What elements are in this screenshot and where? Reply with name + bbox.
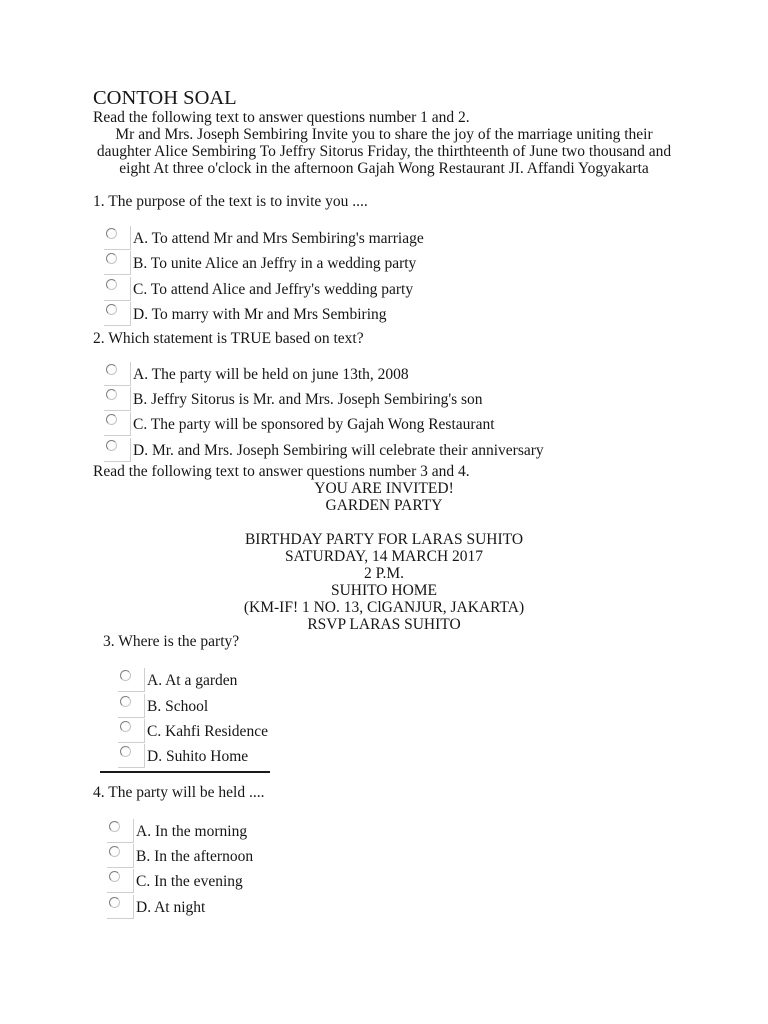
question-1-text: 1. The purpose of the text is to invite you .... [93, 193, 368, 210]
option-label: C. To attend Alice and Jeffry's wedding party [133, 280, 414, 298]
radio-cell [118, 744, 145, 768]
radio-button-icon[interactable] [106, 279, 117, 290]
q4-option-b [107, 844, 675, 869]
radio-cell [104, 387, 131, 411]
question-2-text: 2. Which statement is TRUE based on text? [93, 329, 364, 347]
q2-option-a [104, 362, 675, 387]
q2-option-b [104, 387, 675, 412]
option-label: B. Jeffry Sitorus is Mr. and Mrs. Joseph Sembiring's son [133, 390, 483, 408]
instruction-questions-3-4: Read the following text to answer questions number 3 and 4. [93, 463, 470, 481]
radio-button-icon[interactable] [109, 871, 120, 882]
invitation-passage-1 [93, 126, 675, 177]
option-label: B. School [147, 697, 209, 715]
radio-button-icon[interactable] [106, 414, 117, 425]
invitation-line: GARDEN PARTY [325, 497, 443, 515]
q4-option-a [107, 819, 675, 844]
question-4-text: 4. The party will be held .... [93, 783, 265, 801]
q3-option-d [118, 744, 675, 769]
option-label: D. Suhito Home [147, 748, 249, 766]
option-label: D. Mr. and Mrs. Joseph Sembiring will celebrate their anniversary [133, 441, 544, 459]
radio-cell [118, 719, 145, 743]
radio-button-icon[interactable] [106, 253, 117, 264]
option-label: A. In the morning [136, 822, 248, 840]
question-3-text: 3. Where is the party? [103, 633, 240, 651]
q2-option-c [104, 412, 675, 437]
passage-line: eight At three o'clock in the afternoon Gajah Wong Restaurant JI. Affandi Yogyakarta [119, 160, 649, 177]
option-label: A. The party will be held on june 13th, 2008 [133, 365, 409, 383]
invitation-line: BIRTHDAY PARTY FOR LARAS SUHITO [244, 531, 524, 549]
invitation-line: YOU ARE INVITED! [314, 480, 454, 498]
q1-option-d [104, 302, 675, 327]
answer-underline [100, 771, 270, 773]
invitation-blank-line [93, 514, 675, 531]
invitation-passage-2 [93, 480, 675, 633]
invitation-line: (KM-IF! 1 NO. 13, ClGANJUR, JAKARTA) [243, 599, 525, 617]
option-label: A. At a garden [147, 672, 238, 690]
radio-cell [104, 302, 131, 326]
q3-option-c [118, 719, 675, 744]
radio-button-icon[interactable] [106, 364, 117, 375]
radio-cell [104, 412, 131, 436]
radio-button-icon[interactable] [106, 304, 117, 315]
radio-button-icon[interactable] [120, 746, 131, 757]
radio-button-icon[interactable] [120, 670, 131, 681]
option-label: B. In the afternoon [136, 848, 254, 866]
question-4-options [107, 819, 675, 921]
option-label: D. To marry with Mr and Mrs Sembiring [133, 306, 387, 324]
passage-line: daughter Alice Sembiring To Jeffry Sitorus Friday, the thirthteenth of June two thousand and [96, 143, 672, 160]
radio-button-icon[interactable] [120, 721, 131, 732]
radio-cell [107, 895, 134, 919]
option-label: C. The party will be sponsored by Gajah Wong Restaurant [133, 416, 495, 434]
invitation-line: SATURDAY, 14 MARCH 2017 [284, 548, 484, 566]
option-label: A. To attend Mr and Mrs Sembiring's marriage [133, 230, 424, 247]
q4-option-c [107, 869, 675, 894]
radio-cell [118, 668, 145, 692]
invitation-line: RSVP LARAS SUHITO [307, 616, 461, 634]
question-1-options [104, 226, 675, 328]
radio-button-icon[interactable] [109, 846, 120, 857]
q1-option-c [104, 277, 675, 302]
radio-button-icon[interactable] [120, 696, 131, 707]
document-content [93, 87, 675, 920]
radio-cell [104, 277, 131, 301]
radio-cell [104, 251, 131, 275]
q3-option-b [118, 694, 675, 719]
option-label: C. In the evening [136, 873, 243, 891]
instruction-questions-1-2: Read the following text to answer questions number 1 and 2. [93, 109, 470, 126]
question-2-options [104, 362, 675, 464]
radio-cell [107, 844, 134, 868]
radio-button-icon[interactable] [106, 228, 117, 239]
radio-cell [107, 819, 134, 843]
radio-button-icon[interactable] [109, 821, 120, 832]
q2-option-d [104, 438, 675, 463]
radio-button-icon[interactable] [106, 389, 117, 400]
q4-option-d [107, 895, 675, 920]
radio-cell [104, 226, 131, 250]
q1-option-a [104, 226, 675, 251]
question-3-options [118, 668, 675, 770]
invitation-line: SUHITO HOME [330, 582, 438, 600]
option-label: D. At night [136, 898, 206, 916]
radio-cell [104, 438, 131, 462]
q3-option-a [118, 668, 675, 693]
invitation-line: 2 P.M. [363, 565, 405, 583]
radio-cell [118, 694, 145, 718]
radio-cell [104, 362, 131, 386]
radio-cell [107, 869, 134, 893]
q1-option-b [104, 251, 675, 276]
option-label: C. Kahfi Residence [147, 722, 268, 740]
passage-line: Mr and Mrs. Joseph Sembiring Invite you to share the joy of the marriage uniting their [115, 126, 653, 143]
option-label: B. To unite Alice an Jeffry in a wedding party [133, 255, 417, 273]
radio-button-icon[interactable] [106, 440, 117, 451]
radio-button-icon[interactable] [109, 897, 120, 908]
page-title: CONTOH SOAL [93, 87, 237, 109]
